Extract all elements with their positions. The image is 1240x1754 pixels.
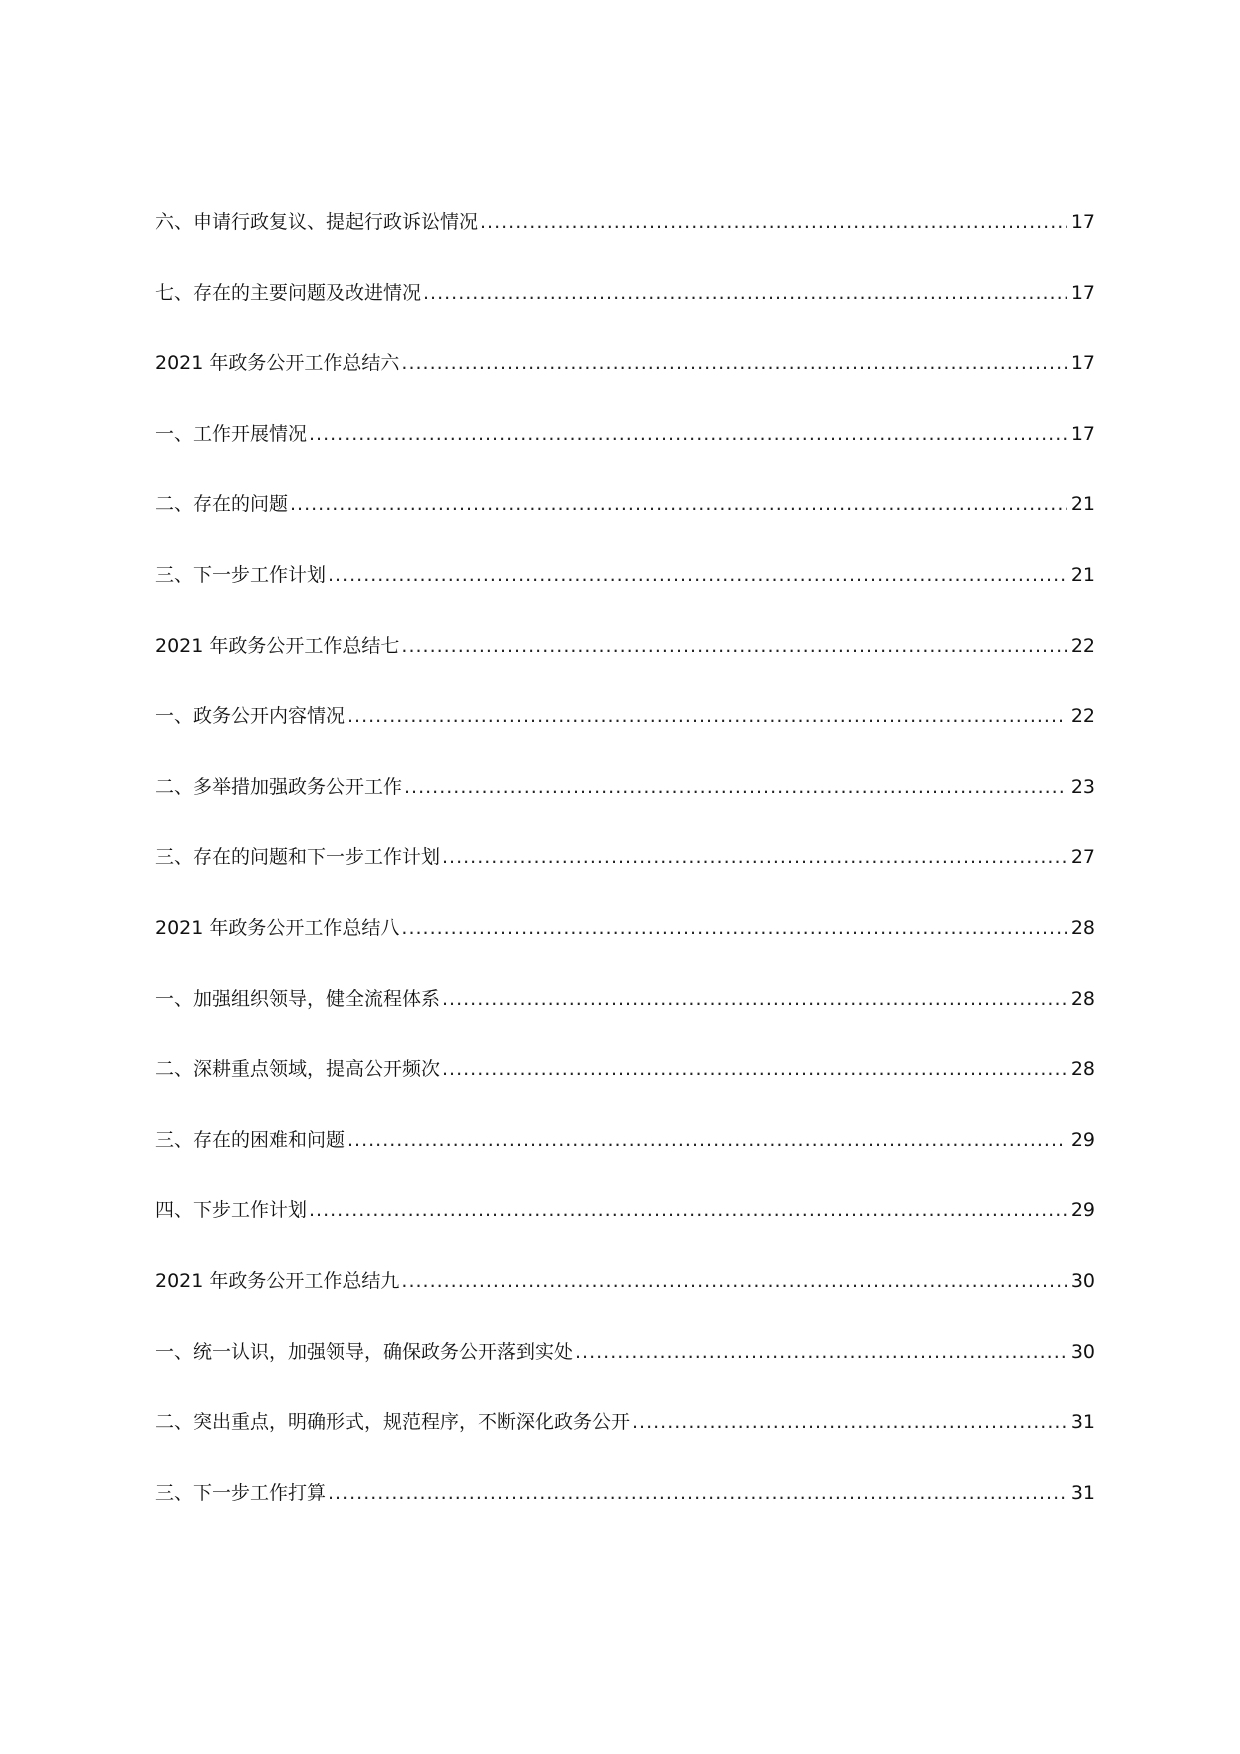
toc-entry[interactable] <box>155 696 1095 767</box>
toc-dot-leader <box>401 1261 1067 1301</box>
toc-entry[interactable] <box>155 1261 1095 1332</box>
toc-entry-page-number: 17 <box>1070 211 1095 233</box>
toc-entry-page-number: 21 <box>1070 493 1095 516</box>
toc-dot-leader <box>423 273 1067 313</box>
toc-entry[interactable] <box>155 626 1095 697</box>
toc-entry-title: 三、存在的困难和问题 <box>155 1128 346 1151</box>
toc-entry[interactable] <box>155 908 1095 979</box>
toc-entry-title: 一、统一认识，加强领导，确保政务公开落到实处 <box>155 1340 574 1363</box>
toc-entry[interactable] <box>155 1473 1095 1544</box>
toc-entry-title: 三、下一步工作打算 <box>155 1481 327 1504</box>
toc-dot-leader <box>309 1190 1067 1230</box>
toc-entry-title: 三、存在的问题和下一步工作计划 <box>155 846 441 869</box>
toc-entry-title: 二、突出重点，明确形式，规范程序，不断深化政务公开 <box>155 1411 631 1434</box>
toc-entry-page-number: 31 <box>1070 1481 1095 1504</box>
toc-entry-title: 二、深耕重点领域，提高公开频次 <box>155 1058 441 1081</box>
toc-entry-page-number: 31 <box>1070 1411 1095 1434</box>
toc-entry-page-number: 17 <box>1070 422 1095 445</box>
toc-dot-leader <box>401 908 1067 948</box>
toc-entry-page-number: 28 <box>1070 916 1095 939</box>
toc-dot-leader <box>480 202 1067 242</box>
toc-dot-leader <box>328 555 1067 595</box>
toc-entry-title: 2021 年政务公开工作总结九 <box>155 1269 400 1292</box>
toc-dot-leader <box>404 767 1067 807</box>
toc-entry[interactable] <box>155 343 1095 414</box>
toc-entry-page-number: 30 <box>1070 1269 1095 1292</box>
toc-dot-leader <box>401 343 1067 383</box>
toc-entry[interactable] <box>155 1049 1095 1120</box>
toc-dot-leader <box>328 1473 1067 1513</box>
toc-entry-page-number: 30 <box>1070 1340 1095 1363</box>
toc-entry-title: 七、存在的主要问题及改进情况 <box>155 281 422 304</box>
toc-entry[interactable] <box>155 767 1095 838</box>
toc-entry-page-number: 17 <box>1070 281 1095 304</box>
toc-entry-title: 2021 年政务公开工作总结七 <box>155 634 400 657</box>
toc-entry[interactable] <box>155 414 1095 485</box>
toc-entry-title: 一、政务公开内容情况 <box>155 705 346 728</box>
toc-entry-title: 六、申请行政复议、提起行政诉讼情况 <box>155 211 479 233</box>
toc-entry-page-number: 29 <box>1070 1199 1095 1222</box>
toc-entry-page-number: 21 <box>1070 563 1095 586</box>
toc-entry-page-number: 27 <box>1070 846 1095 869</box>
toc-entry[interactable] <box>155 979 1095 1050</box>
toc-entry-page-number: 22 <box>1070 634 1095 657</box>
toc-entry-title: 二、多举措加强政务公开工作 <box>155 775 403 798</box>
toc-entry-title: 三、下一步工作计划 <box>155 563 327 586</box>
toc-entry-title: 一、加强组织领导，健全流程体系 <box>155 987 441 1010</box>
toc-entry-page-number: 22 <box>1070 705 1095 728</box>
toc-entry-page-number: 28 <box>1070 1058 1095 1081</box>
toc-entry[interactable] <box>155 1120 1095 1191</box>
toc-entry-title: 二、存在的问题 <box>155 493 289 516</box>
toc-entry[interactable] <box>155 202 1095 273</box>
toc-entry-title: 2021 年政务公开工作总结八 <box>155 916 400 939</box>
toc-entry[interactable] <box>155 273 1095 344</box>
toc-dot-leader <box>575 1332 1067 1372</box>
toc-dot-leader <box>442 979 1067 1019</box>
toc-dot-leader <box>632 1402 1067 1442</box>
toc-dot-leader <box>347 1120 1067 1160</box>
toc-dot-leader <box>442 837 1067 877</box>
toc-entry[interactable] <box>155 837 1095 908</box>
toc-entry-page-number: 29 <box>1070 1128 1095 1151</box>
toc-entry[interactable] <box>155 1402 1095 1473</box>
toc-entry-page-number: 17 <box>1070 352 1095 375</box>
toc-entry-page-number: 28 <box>1070 987 1095 1010</box>
toc-entry[interactable] <box>155 1190 1095 1261</box>
toc-dot-leader <box>401 626 1067 666</box>
toc-entry-title: 2021 年政务公开工作总结六 <box>155 352 400 375</box>
toc-entry-title: 四、下步工作计划 <box>155 1199 308 1222</box>
toc-entry-page-number: 23 <box>1070 775 1095 798</box>
toc-entry[interactable] <box>155 555 1095 626</box>
toc-dot-leader <box>442 1049 1067 1089</box>
toc-entry-title: 一、工作开展情况 <box>155 422 308 445</box>
toc-dot-leader <box>290 484 1067 524</box>
toc-entry[interactable] <box>155 1332 1095 1403</box>
toc-dot-leader <box>309 414 1067 454</box>
table-of-contents <box>155 202 1095 1543</box>
toc-entry[interactable] <box>155 484 1095 555</box>
toc-dot-leader <box>347 696 1067 736</box>
